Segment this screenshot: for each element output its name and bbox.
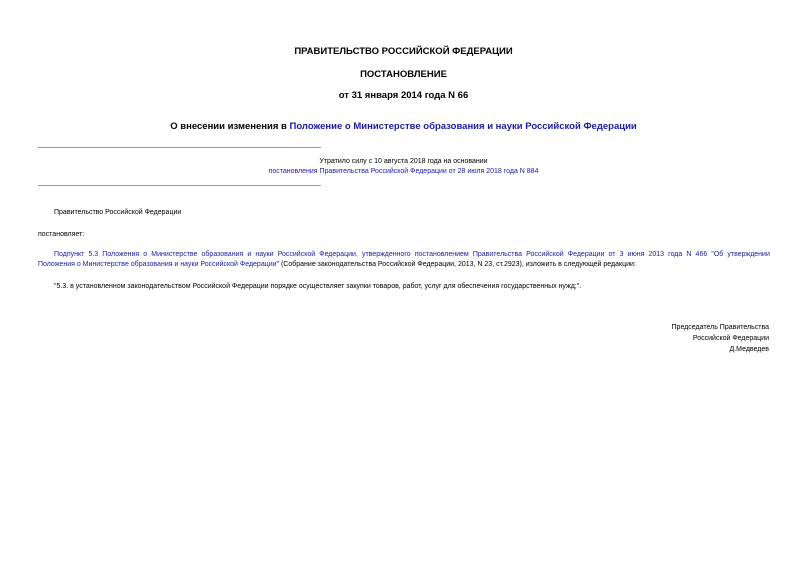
amendment-word[interactable]: "Об	[711, 251, 724, 258]
subject-regulation-link[interactable]: Положение о Министерстве образования и науки Российской Федерации	[289, 121, 637, 132]
amendment-line-2	[38, 260, 770, 270]
amendment-word[interactable]: 3	[619, 251, 624, 258]
status-note: Утратило силу с 10 августа 2018 года на основании	[319, 158, 488, 165]
amendment-word[interactable]: года	[668, 251, 683, 258]
amendment-word[interactable]: и	[247, 251, 252, 258]
amendment-word[interactable]: образования	[201, 251, 244, 258]
amendment-word[interactable]: Подпункт	[54, 251, 85, 258]
signature-block	[672, 322, 769, 355]
signatory-position-line-1: Председатель Правительства	[671, 324, 769, 331]
amendment-word[interactable]: N	[686, 251, 692, 258]
new-wording-text: "5.3. в установленном законодательством Российской Федерации порядке осуществляет закупки товаров, работ, услуг для обеспечения государственных нужд;".	[54, 283, 582, 290]
amendment-word[interactable]: Министерстве	[151, 251, 198, 258]
amendment-word[interactable]: о	[143, 251, 148, 258]
amendment-word[interactable]: Положения	[102, 251, 140, 258]
amendment-word[interactable]: от	[608, 251, 616, 258]
amendment-word[interactable]: 2013	[648, 251, 665, 258]
status-divider-top	[38, 147, 321, 148]
amended-regulation-link[interactable]: Положения о Министерстве образования и науки Российской Федерации	[38, 261, 277, 268]
amendment-word[interactable]: Российской	[277, 251, 316, 258]
amendment-word[interactable]: Правительства	[472, 251, 523, 258]
document-type-heading: ПОСТАНОВЛЕНИЕ	[360, 69, 447, 80]
amendment-source-text: " (Собрание законодательства Российской Федерации, 2013, N 23, ст.2923), изложить в следующей редакции:	[276, 261, 636, 268]
preamble-text: Правительство Российской Федерации	[54, 209, 182, 216]
signatory-position-line-2: Российской Федерации	[692, 335, 769, 342]
amendment-word[interactable]: утверждении	[727, 251, 770, 258]
status-repeal-link[interactable]: постановления Правительства Российской Федерации от 28 июля 2018 года N 884	[268, 168, 539, 175]
amendment-word[interactable]: Российской	[526, 251, 564, 258]
amendment-paragraph	[38, 250, 770, 270]
amendment-word[interactable]: утвержденного	[361, 251, 411, 258]
amendment-word[interactable]: июня	[627, 251, 645, 258]
subject-prefix: О внесении изменения в	[170, 121, 290, 132]
amendment-word[interactable]: науки	[255, 251, 274, 258]
amendment-word[interactable]: постановлением	[414, 251, 469, 258]
amendment-word[interactable]: Федерации,	[319, 251, 358, 258]
amendment-word[interactable]: 466	[695, 251, 708, 258]
status-divider-bottom	[38, 185, 321, 186]
amendment-word[interactable]: Федерации	[567, 251, 605, 258]
document-date-number: от 31 января 2014 года N 66	[338, 90, 469, 101]
resolves-text: постановляет:	[38, 231, 85, 238]
amendment-line-1	[38, 250, 770, 260]
issuer-heading: ПРАВИТЕЛЬСТВО РОССИЙСКОЙ ФЕДЕРАЦИИ	[294, 46, 513, 57]
amendment-word[interactable]: 5.3	[88, 251, 99, 258]
document-subject	[0, 121, 807, 132]
signatory-name: Д.Медведев	[729, 346, 769, 353]
